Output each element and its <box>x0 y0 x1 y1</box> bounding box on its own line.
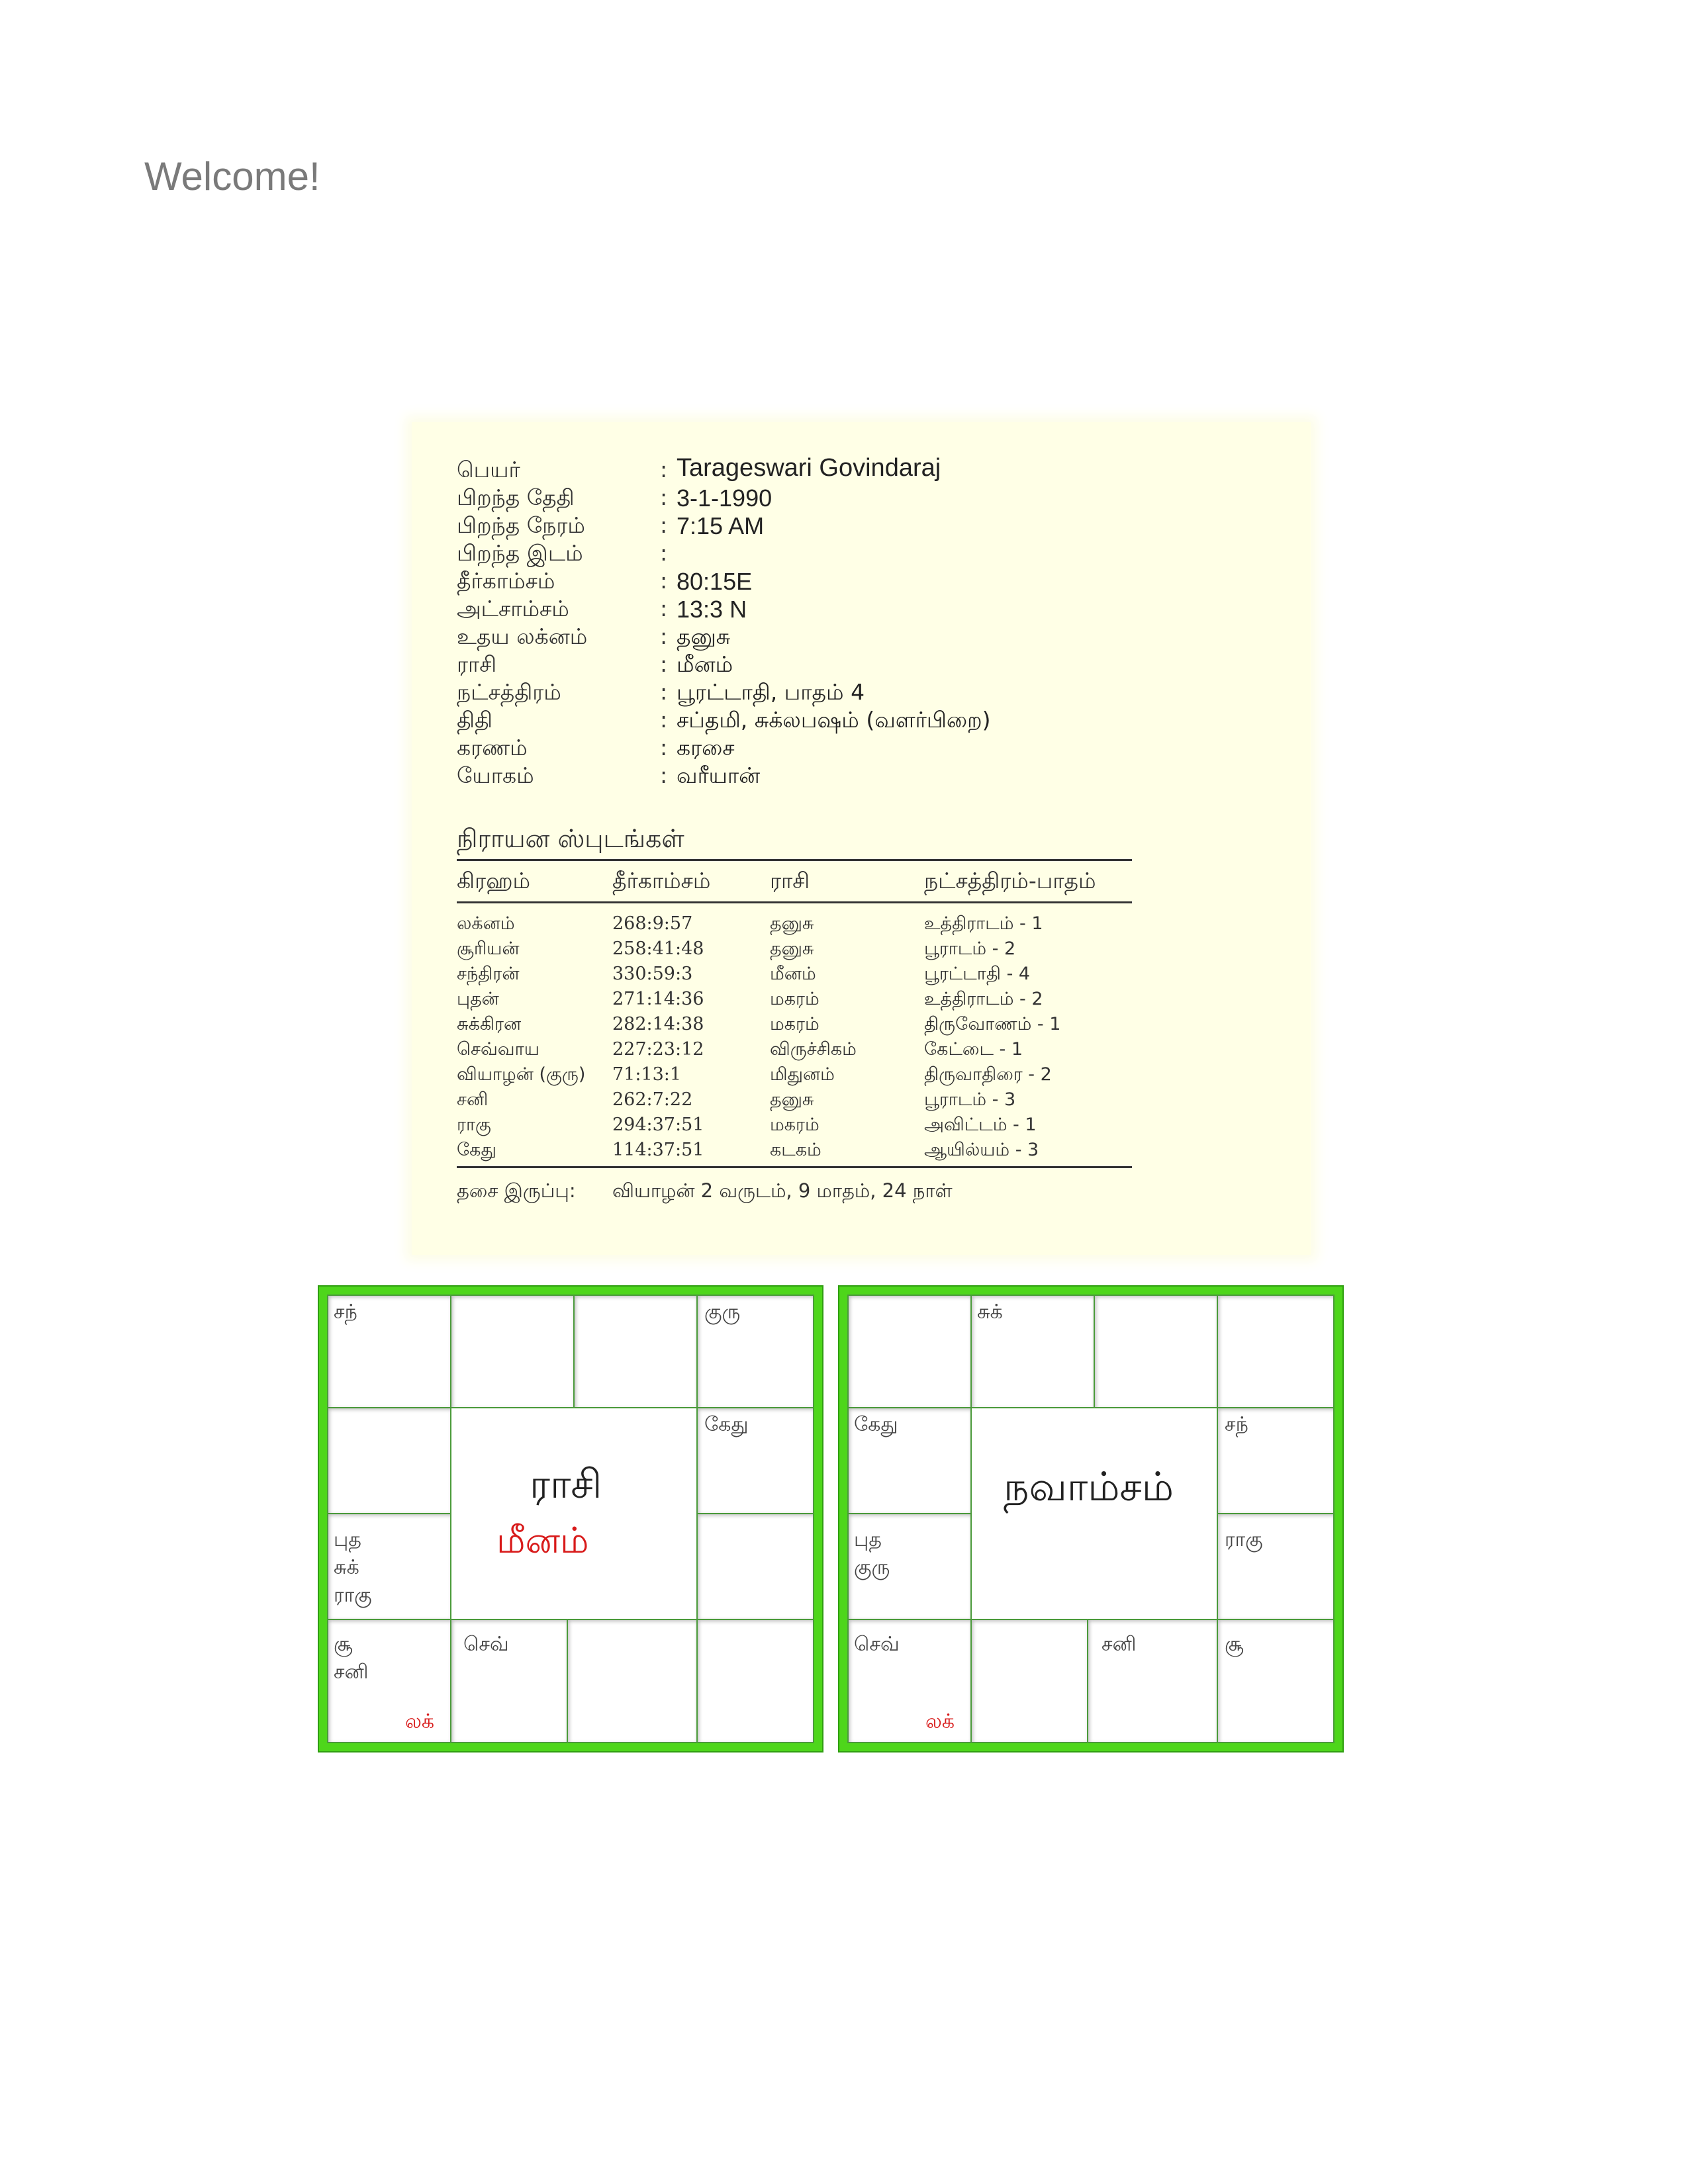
rasi-capricorn-label-3: ராகு <box>334 1584 372 1607</box>
detail-value: 80:15E <box>677 568 753 595</box>
table-cell: சூரியன் <box>457 938 520 959</box>
detail-value: Tarageswari Govindaraj <box>677 454 941 482</box>
detail-label: ராசி <box>457 651 497 677</box>
table-cell: கேட்டை - 1 <box>924 1039 1023 1060</box>
navamsa-libra-label: சனி <box>1102 1633 1137 1656</box>
rasi-gemini-label: குரு <box>704 1300 741 1324</box>
table-cell: 330:59:3 <box>612 964 693 984</box>
table-cell: மீனம் <box>770 964 816 984</box>
table-cell: சுக்கிரன <box>457 1014 522 1034</box>
navamsa-lagna-marker: லக் <box>925 1710 955 1733</box>
table-cell: உத்திராடம் - 2 <box>924 989 1043 1009</box>
table-cell: 268:9:57 <box>612 913 693 934</box>
table-cell: 262:7:22 <box>612 1089 693 1110</box>
table-cell: பூராடம் - 3 <box>924 1089 1016 1110</box>
detail-value: கரசை <box>677 735 735 760</box>
table-cell: லக்னம் <box>457 913 515 934</box>
dasa-value: வியாழன் 2 வருடம், 9 மாதம், 24 நாள் <box>612 1179 953 1202</box>
table-cell: ராகு <box>457 1115 491 1135</box>
table-header: நட்சத்திரம்-பாதம் <box>924 868 1096 893</box>
table-cell: திருவாதிரை - 2 <box>924 1064 1052 1085</box>
detail-colon: : <box>660 707 668 733</box>
detail-value: வரீயான் <box>677 762 761 788</box>
table-cell: 258:41:48 <box>612 938 704 959</box>
table-cell: மகரம் <box>770 989 820 1009</box>
rasi-center <box>450 1407 698 1620</box>
table-top-rule <box>457 859 1132 861</box>
detail-colon: : <box>660 651 668 677</box>
detail-colon: : <box>660 596 668 621</box>
table-cell: தனுசு <box>770 1089 814 1110</box>
rasi-house-aries <box>450 1295 575 1408</box>
detail-colon: : <box>660 623 668 649</box>
rasi-sagittarius-label-1: சூ <box>334 1633 353 1656</box>
navamsa-chart <box>839 1287 1342 1751</box>
rasi-house-virgo <box>696 1619 814 1743</box>
detail-colon: : <box>660 484 668 510</box>
table-cell: 271:14:36 <box>612 989 704 1009</box>
section-title: நிராயன ஸ்புடங்கள் <box>457 824 684 853</box>
detail-colon: : <box>660 512 668 538</box>
navamsa-house-gemini <box>1217 1295 1335 1408</box>
table-cell: உத்திராடம் - 1 <box>924 913 1043 934</box>
navamsa-capricorn-label-1: புத <box>854 1528 882 1551</box>
table-cell: 114:37:51 <box>612 1140 704 1160</box>
table-cell: பூராடம் - 2 <box>924 938 1016 959</box>
navamsa-aries-label: சுக் <box>977 1300 1003 1324</box>
table-cell: தனுசு <box>770 913 814 934</box>
detail-value: தனுசு <box>677 623 731 649</box>
rasi-chart <box>319 1287 822 1751</box>
detail-value: பூரட்டாதி, பாதம் 4 <box>677 679 865 705</box>
navamsa-sagittarius-label: செவ் <box>854 1633 900 1656</box>
rasi-lagna-marker: லக் <box>405 1710 435 1733</box>
detail-label: பிறந்த நேரம் <box>457 512 585 538</box>
detail-value: 13:3 N <box>677 596 747 623</box>
table-cell: 294:37:51 <box>612 1115 704 1135</box>
navamsa-chart-title: நவாம்சம் <box>1004 1464 1174 1510</box>
detail-label: பிறந்த இடம் <box>457 540 583 566</box>
table-cell: சனி <box>457 1089 489 1110</box>
navamsa-leo-label: ராகு <box>1225 1528 1263 1551</box>
table-bottom-rule <box>457 1166 1132 1168</box>
rasi-house-aquarius <box>327 1407 451 1514</box>
detail-label: நட்சத்திரம் <box>457 679 561 705</box>
navamsa-virgo-label: சூ <box>1225 1633 1244 1656</box>
rasi-capricorn-label-2: சுக் <box>334 1556 359 1579</box>
detail-value: 3-1-1990 <box>677 484 773 512</box>
rasi-capricorn-label-1: புத <box>334 1528 361 1551</box>
table-cell: 227:23:12 <box>612 1039 704 1060</box>
welcome-heading: Welcome! <box>144 154 320 199</box>
table-cell: செவ்வாய <box>457 1039 539 1060</box>
detail-colon: : <box>660 457 668 482</box>
detail-label: உதய லக்னம் <box>457 623 588 649</box>
detail-colon: : <box>660 540 668 566</box>
detail-value: மீனம் <box>677 651 733 677</box>
table-cell: பூரட்டாதி - 4 <box>924 964 1031 984</box>
dasa-label: தசை இருப்பு: <box>457 1179 576 1202</box>
rasi-house-leo <box>696 1513 814 1620</box>
detail-label: தீர்காம்சம் <box>457 568 555 594</box>
detail-label: அட்சாம்சம் <box>457 596 569 621</box>
navamsa-house-taurus <box>1094 1295 1218 1408</box>
rasi-sagittarius-label-2: சனி <box>334 1661 369 1684</box>
detail-value: 7:15 AM <box>677 512 765 539</box>
table-cell: விருச்சிகம் <box>770 1039 857 1060</box>
table-header: கிரஹம் <box>457 868 531 893</box>
detail-label: பெயர் <box>457 457 520 482</box>
rasi-house-libra <box>567 1619 698 1743</box>
navamsa-capricorn-label-2: குரு <box>854 1556 890 1579</box>
navamsa-house-pisces <box>847 1295 972 1408</box>
rasi-chart-title: ராசி <box>530 1461 602 1508</box>
rasi-scorpio-label: செவ் <box>463 1633 509 1656</box>
detail-label: கரணம் <box>457 735 528 760</box>
table-cell: திருவோணம் - 1 <box>924 1014 1061 1034</box>
rasi-pisces-label: சந் <box>334 1300 357 1324</box>
rasi-chart-subtitle: மீனம் <box>496 1520 589 1561</box>
table-cell: மகரம் <box>770 1014 820 1034</box>
navamsa-aquarius-label: கேது <box>854 1413 898 1436</box>
table-cell: கேது <box>457 1140 496 1160</box>
rasi-house-taurus <box>573 1295 698 1408</box>
table-cell: ஆயில்யம் - 3 <box>924 1140 1039 1160</box>
table-cell: 71:13:1 <box>612 1064 682 1085</box>
rasi-cancer-label: கேது <box>704 1413 749 1436</box>
table-cell: தனுசு <box>770 938 814 959</box>
navamsa-house-scorpio <box>970 1619 1088 1743</box>
detail-label: பிறந்த தேதி <box>457 484 575 510</box>
navamsa-cancer-label: சந் <box>1225 1413 1248 1436</box>
table-cell: புதன் <box>457 989 499 1009</box>
detail-label: திதி <box>457 707 493 733</box>
table-header-rule <box>457 901 1132 903</box>
table-cell: சந்திரன் <box>457 964 520 984</box>
table-header: தீர்காம்சம் <box>612 868 711 893</box>
table-cell: கடகம் <box>770 1140 821 1160</box>
table-header: ராசி <box>770 868 810 893</box>
detail-colon: : <box>660 568 668 594</box>
detail-label: யோகம் <box>457 762 534 788</box>
table-cell: மகரம் <box>770 1115 820 1135</box>
table-cell: மிதுனம் <box>770 1064 835 1085</box>
table-cell: அவிட்டம் - 1 <box>924 1115 1037 1135</box>
detail-colon: : <box>660 679 668 705</box>
detail-colon: : <box>660 735 668 760</box>
table-cell: வியாழன் (குரு) <box>457 1064 586 1085</box>
detail-colon: : <box>660 762 668 788</box>
table-cell: 282:14:38 <box>612 1014 704 1034</box>
detail-value: சப்தமி, சுக்லபஷம் (வளர்பிறை) <box>677 707 991 733</box>
